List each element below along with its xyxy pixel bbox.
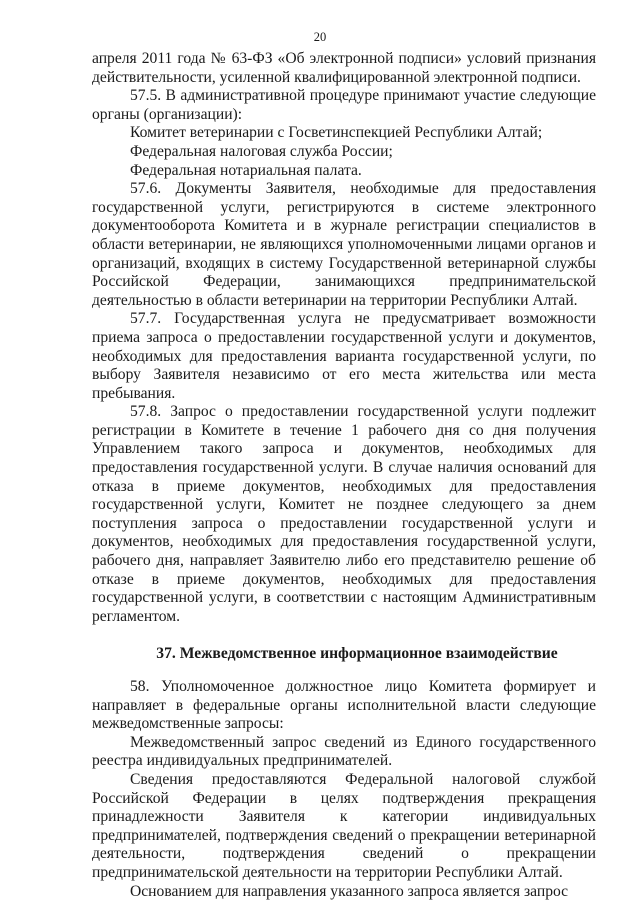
paragraph-continuation: апреля 2011 года № 63-ФЗ «Об электронной подписи» условий признания действительности, усиленной квалифицированной электронной подписи. [92, 50, 596, 86]
paragraph-57-6: 57.6. Документы Заявителя, необходимые для предоставления государственной услуги, регистрируются в системе электронного документооборота Комитета и в журнале регистрации специалистов в области ветеринарии, не являющихся уполномоченными лицами органов и организаций, входящих в систему Государственной ветеринарной службы Российской Федерации, занимающихся предпринимательской деятельностью в области ветеринарии на территории Республики Алтай. [92, 180, 596, 309]
paragraph-57-8: 57.8. Запрос о предоставлении государственной услуги подлежит регистрации в Комитете в течение 1 рабочего дня со дня получения Управлением такого запроса и документов, необходимых для предоставления государственной услуги. В случае наличия оснований для отказа в приеме документов, необходимых для предоставления государственной услуги, Комитет не позднее следующего за днем поступления запроса о предоставлении государственной услуги и документов, необходимых для предоставления государственной услуги, рабочего дня, направляет Заявителю либо его представителю решение об отказе в приеме документов, необходимых для предоставления государственной услуги, в соответствии с настоящим Административным регламентом. [92, 403, 596, 625]
list-item-organization: Федеральная нотариальная палата. [130, 161, 362, 179]
paragraph-request: Межведомственный запрос сведений из Единого государственного реестра индивидуальных предпринимателей. [92, 733, 596, 770]
document-body [92, 50, 596, 901]
section-gap [92, 626, 596, 645]
paragraph-basis: Основанием для направления указанного запроса является запрос [130, 882, 569, 900]
page-number: 20 [313, 30, 327, 44]
list-item-organization: Федеральная налоговая служба России; [130, 142, 393, 160]
section-gap [92, 664, 596, 678]
paragraph-57-7: 57.7. Государственная услуга не предусматривает возможности приема запроса о предоставлении государственной услуги и документов, необходимых для предоставления варианта государственной услуги, по выбору Заявителя независимо от его места жительства или места пребывания. [92, 310, 596, 402]
paragraph-57-5: 57.5. В административной процедуре принимают участие следующие органы (организации): [92, 87, 596, 123]
paragraph-58: 58. Уполномоченное должностное лицо Комитета формирует и направляет в федеральные органы исполнительной власти следующие межведомственные запросы: [92, 678, 596, 733]
section-heading: 37. Межведомственное информационное взаимодействие [156, 645, 558, 663]
paragraph-information: Сведения предоставляются Федеральной налоговой службой Российской Федерации в целях подтверждения прекращения принадлежности Заявителя к категории индивидуальных предпринимателей, подтверждения сведений о прекращении ветеринарной деятельности, подтверждения сведений о прекращении предпринимательской деятельности на территории Республики Алтай. [92, 770, 596, 881]
list-item-organization: Комитет ветеринарии с Госветинспекцией Республики Алтай; [130, 124, 543, 142]
